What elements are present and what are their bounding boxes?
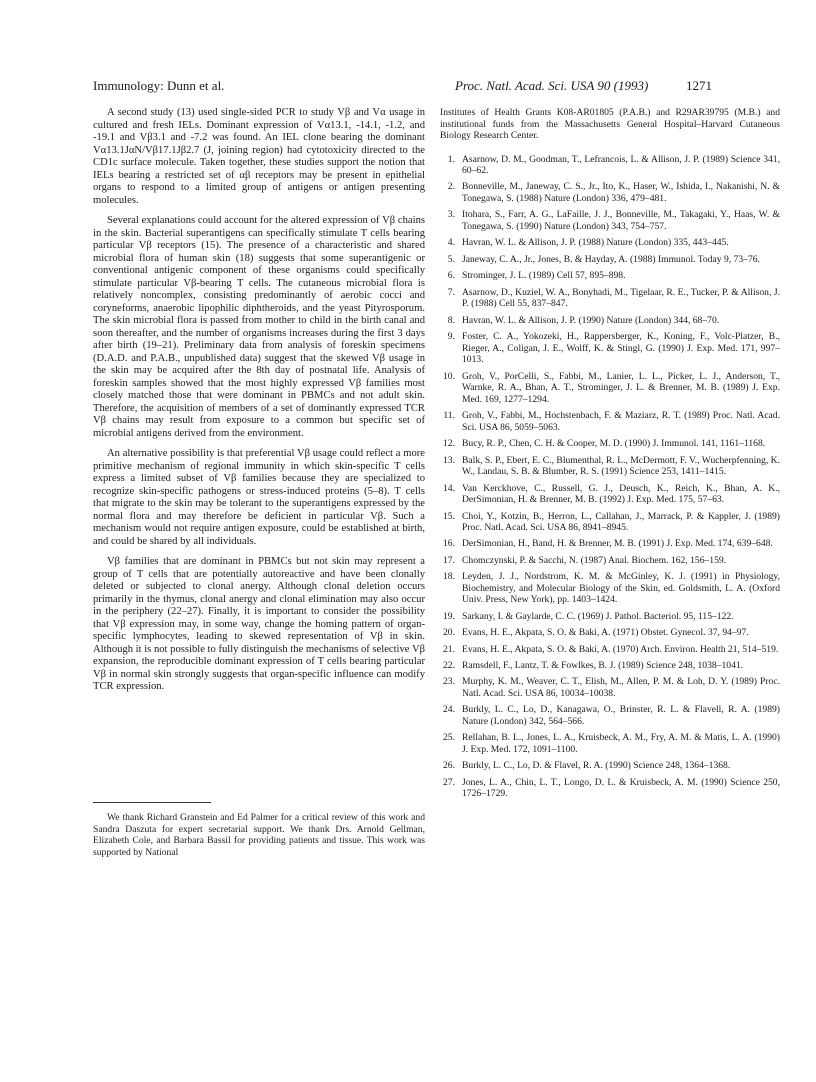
reference-number: 16.	[443, 538, 455, 550]
reference-text: Jones, L. A., Chin, L. T., Longo, D. L. & Kruisbeck, A. M. (1990) Science 250, 1726–1729.	[462, 776, 780, 800]
reference-item	[440, 287, 780, 310]
reference-text: Asarnow, D., Kuziel, W. A., Bonyhadi, M., Tigelaar, R. E., Tucker, P. & Allison, J. P. (1988) Cell 55, 837–847.	[462, 286, 780, 310]
reference-number: 5.	[447, 253, 455, 265]
reference-number: 10.	[443, 370, 455, 382]
reference-item	[440, 676, 780, 699]
reference-number: 7.	[447, 286, 455, 298]
reference-text: Evans, H. E., Akpata, S. O. & Baki, A. (1971) Obstet. Gynecol. 37, 94–97.	[462, 627, 749, 639]
reference-item	[440, 455, 780, 478]
reference-text: Asarnow, D. M., Goodman, T., Lefrancois, L. & Allison, J. P. (1989) Science 341, 60–62.	[462, 153, 780, 177]
reference-item	[440, 644, 780, 656]
reference-item	[440, 209, 780, 232]
reference-item	[440, 704, 780, 727]
reference-item	[440, 154, 780, 177]
reference-item	[440, 511, 780, 534]
reference-text: Bonneville, M., Janeway, C. S., Jr., Ito, K., Haser, W., Ishida, I., Nakanishi, N. & Tonegawa, S. (1988) Nature (London) 336, 479–481.	[462, 181, 780, 205]
reference-item	[440, 371, 780, 406]
reference-text: Strominger, J. L. (1989) Cell 57, 895–898.	[462, 270, 626, 282]
reference-text: Murphy, K. M., Weaver, C. T., Elish, M., Allen, P. M. & Loh, D. Y. (1989) Proc. Natl. Acad. Sci. USA 86, 10034–10038.	[462, 676, 780, 699]
section-divider	[93, 802, 211, 803]
reference-text: Chomczynski, P. & Sacchi, N. (1987) Anal. Biochem. 162, 156–159.	[462, 554, 727, 566]
reference-item	[440, 237, 780, 249]
reference-text: Balk, S. P., Ebert, E. C., Blumenthal, R. L., McDermott, F. V., Wucherpfenning, K. W., Landau, S. B. & Blumber, R. S. (1991) Science 253, 1411–1415.	[462, 454, 780, 478]
reference-number: 21.	[443, 643, 455, 655]
journal-citation: Proc. Natl. Acad. Sci. USA 90 (1993)	[455, 78, 649, 93]
reference-number: 2.	[447, 181, 455, 193]
reference-item	[440, 571, 780, 606]
reference-text: Rellahan, B. L., Jones, L. A., Kruisbeck, A. M., Fry, A. M. & Matis, L. A. (1990) J. Exp. Med. 172, 1091–1100.	[462, 732, 780, 755]
reference-number: 13.	[443, 454, 455, 466]
reference-item	[440, 538, 780, 550]
reference-text: Choi, Y., Kotzin, B., Herron, L., Callahan, J., Marrack, P. & Kappler, J. (1989) Proc. Natl. Acad. Sci. USA 86, 8941–8945.	[462, 510, 780, 534]
reference-text: DerSimonian, H., Band, H. & Brenner, M. B. (1991) J. Exp. Med. 174, 639–648.	[462, 538, 773, 550]
reference-number: 15.	[443, 510, 455, 522]
reference-number: 24.	[443, 704, 455, 716]
reference-item	[440, 611, 780, 623]
reference-text: Burkly, L. C., Lo, D. & Flavel, R. A. (1990) Science 248, 1364–1368.	[462, 760, 731, 772]
reference-text: Van Kerckhove, C., Russell, G. J., Deusch, K., Reich, K., Bhan, A. K., DerSimonian, H. & Brenner, M. B. (1992) J. Exp. Med. 175, 57–63.	[462, 482, 780, 506]
reference-number: 27.	[443, 776, 455, 788]
reference-number: 22.	[443, 660, 455, 672]
acknowledgment-block	[93, 812, 425, 858]
reference-item	[440, 483, 780, 506]
body-paragraph: Vβ families that are dominant in PBMCs but not skin may represent a group of T cells that are potentially autoreactive and have been clonally deleted or subjected to clonal anergy. Although clonal deletion occurs primarily in the thymus, clonal anergy and clonal elimination may also occur in the periphery (22–27). Finally, it is important to consider the possibility that Vβ expression may, in some way, change the homing pattern of organ-specific lymphocytes, leading to skewed representation of Vβ in skin. Although it is not possible to fully distinguish the mechanisms of selective Vβ expansion, the reproducible dominant expression of T cells bearing particular Vβ in normal skin strongly suggests that organ-specific influence can modify TCR expression.	[93, 556, 425, 692]
reference-item	[440, 627, 780, 639]
reference-item	[440, 732, 780, 755]
reference-number: 8.	[447, 314, 455, 326]
reference-text: Sarkany, I. & Gaylarde, C. C. (1969) J. Pathol. Bacteriol. 95, 115–122.	[462, 610, 734, 622]
acknowledgment-continued: Institutes of Health Grants K08-AR01805 (P.A.B.) and R29AR39795 (M.B.) and institutional funds from the Massachusetts General Hospital–Harvard Cutaneous Biology Research Center.	[440, 107, 780, 141]
reference-item	[440, 331, 780, 366]
reference-text: Bucy, R. P., Chen, C. H. & Cooper, M. D. (1990) J. Immunol. 141, 1161–1168.	[462, 438, 766, 450]
reference-number: 4.	[447, 237, 455, 249]
reference-number: 18.	[443, 571, 455, 583]
reference-number: 26.	[443, 760, 455, 772]
reference-list	[440, 154, 780, 800]
right-column	[440, 107, 780, 805]
reference-number: 14.	[443, 482, 455, 494]
body-paragraph: A second study (13) used single-sided PCR to study Vβ and Vα usage in cultured and fresh IELs. Dominant expression of Vα13.1, -14.1, -1.2, and -19.1 and Vβ3.1 and -7.2 was found. An IEL clone bearing the dominant Vα13.1JαN/Vβ17.1Jβ2.7 (J, joining region) had cytotoxicity directed to the CD1c surface molecule. Taken together, these studies support the notion that IELs bearing a restricted set of αβ receptors may be present in epithelial organs to respond to a limited group of antigens or antigen presenting molecules.	[93, 107, 425, 206]
reference-number: 17.	[443, 554, 455, 566]
reference-item	[440, 555, 780, 567]
reference-item	[440, 254, 780, 266]
reference-item	[440, 181, 780, 204]
page-number: 1271	[686, 78, 712, 93]
reference-text: Janeway, C. A., Jr., Jones, B. & Hayday, A. (1988) Immunol. Today 9, 73–76.	[462, 253, 760, 265]
reference-text: Havran, W. L. & Allison, J. P. (1988) Nature (London) 335, 443–445.	[462, 237, 729, 249]
body-paragraph: Several explanations could account for the altered expression of Vβ chains in the skin. Bacterial superantigens can specifically stimulate T cells bearing particular Vβ receptors (15). The presence of a characteristic and shared microbial flora of human skin (18) suggests that some superantigenic or conventional antigenic component of these organisms could specifically stimulate particular Vβ-bearing T cells. The cutaneous microbial flora is relatively noncomplex, consisting predominantly of aerobic cocci and coryneforms, anaerobic lipophilic diphtheroids, and the yeast Pityrosporum. The skin microbial flora is passed from mother to child in the birth canal and soon thereafter, and the number of organisms increases during the first 3 days after birth (19–21). Preliminary data from analysis of foreskin specimens (D.A.D. and P.A.B., unpublished data) suggest that the skewed Vβ usage in the skin may be acquired after the 8th day of postnatal life. Analysis of foreskin samples showed that the most highly expressed Vβ families most closely matched those that were dominant in PBMCs and not adult skin. Therefore, the acquisition of members of a set of dominantly expressed TCR Vβ chains may result from exposure to a common but specific set of microbial antigens derived from the environment.	[93, 215, 425, 439]
reference-number: 11.	[443, 410, 455, 422]
reference-number: 23.	[443, 676, 455, 688]
reference-item	[440, 660, 780, 672]
reference-text: Ramsdell, F., Lantz, T. & Fowlkes, B. J. (1989) Science 248, 1038–1041.	[462, 660, 744, 672]
reference-number: 19.	[443, 610, 455, 622]
reference-item	[440, 410, 780, 433]
reference-text: Evans, H. E., Akpata, S. O. & Baki, A. (1970) Arch. Environ. Health 21, 514–519.	[462, 643, 779, 655]
reference-text: Leyden, J. J., Nordstrom, K. M. & McGinley, K. J. (1991) in Physiology, Biochemistry, and Molecular Biology of the Skin, ed. Goldsmith, L. A. (Oxford Univ. Press, New York), pp. 1403–1424.	[462, 571, 780, 606]
reference-text: Foster, C. A., Yokozeki, H., Rappersberger, K., Koning, F., Volc-Platzer, B., Rieger, A., Coligan, J. E., Wolff, K. & Stingl, G. (1990) J. Exp. Med. 171, 997–1013.	[462, 331, 780, 366]
reference-number: 12.	[443, 438, 455, 450]
reference-number: 3.	[447, 209, 455, 221]
reference-number: 6.	[447, 270, 455, 282]
body-paragraph: An alternative possibility is that preferential Vβ usage could reflect a more primitive mechanism of regional immunity in which skin-specific T cells express a limited subset of Vβ families because they are specialized to recognize skin-specific pathogens or stress-induced proteins (5–8). T cells that migrate to the skin may be tolerant to the superantigens expressed by the normal flora and may therefore be deficient in particular Vβ. Such a mechanism would not require antigen exposure, could be established at birth, and could be shared by all individuals.	[93, 448, 425, 547]
reference-number: 20.	[443, 627, 455, 639]
reference-item	[440, 438, 780, 450]
left-column	[93, 107, 425, 702]
reference-text: Groh, V., PorCelli, S., Fabbi, M., Lanier, L. L., Picker, L. J., Anderson, T., Warnke, R. A., Bhan, A. T., Strominger, J. L. & Brenner, M. B. (1989) J. Exp. Med. 169, 1277–1294.	[462, 370, 780, 405]
reference-text: Burkly, L. C., Lo, D., Kanagawa, O., Brinster, R. L. & Flavell, R. A. (1989) Nature (London) 342, 564–566.	[462, 704, 780, 727]
running-header: Immunology: Dunn et al.	[93, 78, 225, 93]
reference-item	[440, 760, 780, 772]
reference-item	[440, 777, 780, 800]
reference-number: 25.	[443, 732, 455, 744]
reference-number: 9.	[447, 331, 455, 342]
reference-item	[440, 315, 780, 327]
reference-text: Itohara, S., Farr, A. G., LaFaille, J. J., Bonneville, M., Takagaki, Y., Haas, W. & Tonegawa, S. (1990) Nature (London) 343, 754–757.	[462, 209, 780, 233]
reference-number: 1.	[447, 153, 455, 165]
reference-item	[440, 270, 780, 282]
reference-text: Havran, W. L. & Allison, J. P. (1990) Nature (London) 344, 68–70.	[462, 314, 720, 326]
reference-text: Groh, V., Fabbi, M., Hochstenbach, F. & Maziarz, R. T. (1989) Proc. Natl. Acad. Sci. USA 86, 5059–5063.	[462, 410, 780, 433]
acknowledgment: We thank Richard Granstein and Ed Palmer for a critical review of this work and Sandra Daszuta for expert secretarial support. We thank Drs. Arnold Gellman, Elizabeth Cole, and Barbara Bassil for providing patients and tissue. This work was supported by National	[93, 812, 425, 858]
